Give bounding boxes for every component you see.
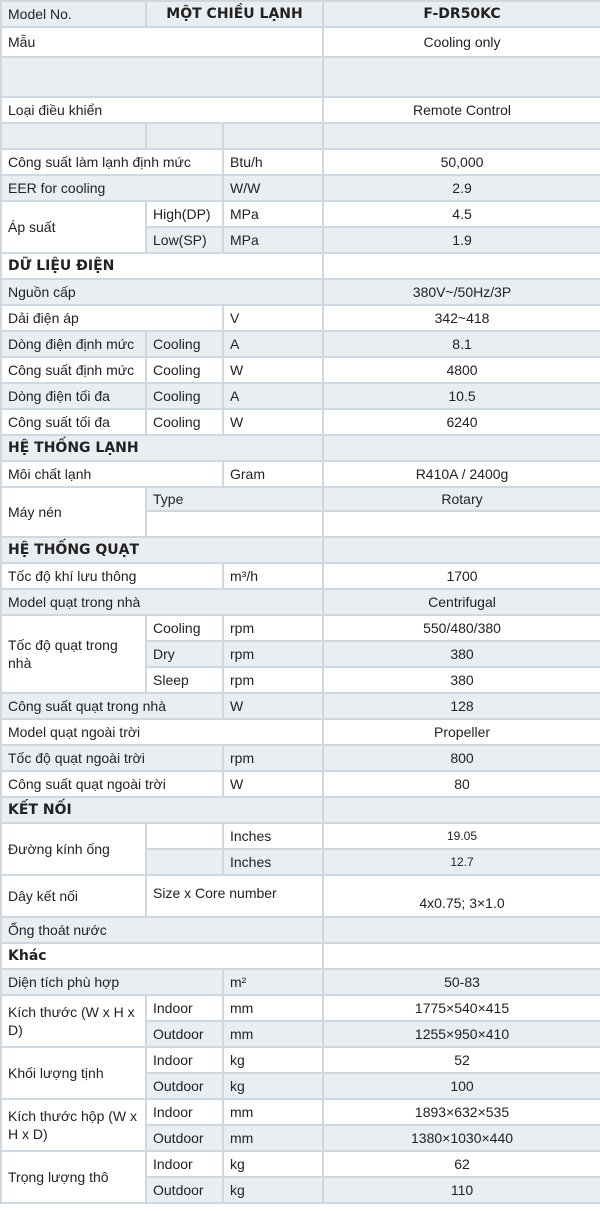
blank-cell <box>146 511 323 537</box>
cong-suat-lanh-unit: Btu/h <box>223 149 323 175</box>
toc-do-quat-trong-unit: rpm <box>223 615 323 641</box>
loai-dieu-khien-label: Loại điều khiển <box>1 97 323 123</box>
dai-dien-ap-unit: V <box>223 305 323 331</box>
cong-suat-dinh-muc-label: Công suất định mức <box>1 357 146 383</box>
cong-suat-lanh-label: Công suất làm lạnh định mức <box>1 149 223 175</box>
duong-kinh-ong-unit: Inches <box>223 849 323 875</box>
dien-tich-label: Diện tích phù hợp <box>1 969 223 995</box>
he-thong-lanh-heading: HỆ THỐNG LẠNH <box>1 435 323 461</box>
trong-luong-tho-unit: kg <box>223 1177 323 1203</box>
duong-kinh-ong-unit: Inches <box>223 823 323 849</box>
section-khac <box>1 943 600 969</box>
row-dong-dien-toi-da <box>1 383 600 409</box>
row-blank-1 <box>1 57 600 97</box>
kich-thuoc-unit: mm <box>223 1021 323 1047</box>
model-quat-trong-value: Centrifugal <box>323 589 600 615</box>
cong-suat-quat-ngoai-label: Công suất quạt ngoài trời <box>1 771 223 797</box>
blank-cell <box>323 435 600 461</box>
dong-dien-dinh-muc-label: Dòng điện định mức <box>1 331 146 357</box>
blank-cell <box>323 917 600 943</box>
kich-thuoc-hop-outdoor: Outdoor <box>146 1125 223 1151</box>
row-model-quat-ngoai <box>1 719 600 745</box>
ap-suat-low-unit: MPa <box>223 227 323 253</box>
row-toc-do-quat-trong-cooling <box>1 615 600 641</box>
toc-do-quat-ngoai-unit: rpm <box>223 745 323 771</box>
trong-luong-tho-outdoor: Outdoor <box>146 1177 223 1203</box>
toc-do-quat-trong-dry-value: 380 <box>323 641 600 667</box>
toc-do-khi-unit: m³/h <box>223 563 323 589</box>
khoi-luong-indoor: Indoor <box>146 1047 223 1073</box>
cong-suat-toi-da-unit: W <box>223 409 323 435</box>
cong-suat-quat-ngoai-value: 80 <box>323 771 600 797</box>
dong-dien-toi-da-value: 10.5 <box>323 383 600 409</box>
dien-tich-unit: m² <box>223 969 323 995</box>
duong-kinh-ong-value-1: 19.05 <box>323 823 600 849</box>
toc-do-quat-trong-dry: Dry <box>146 641 223 667</box>
ap-suat-high-label: High(DP) <box>146 201 223 227</box>
cong-suat-quat-trong-label: Công suất quạt trong nhà <box>1 693 223 719</box>
blank-cell <box>146 123 223 149</box>
row-cong-suat-toi-da <box>1 409 600 435</box>
row-cong-suat-quat-ngoai <box>1 771 600 797</box>
may-nen-value: Rotary <box>323 487 600 511</box>
toc-do-quat-ngoai-label: Tốc độ quạt ngoài trời <box>1 745 223 771</box>
trong-luong-tho-unit: kg <box>223 1151 323 1177</box>
toc-do-quat-trong-unit: rpm <box>223 641 323 667</box>
row-dien-tich <box>1 969 600 995</box>
mode-label: MỘT CHIỀU LẠNH <box>146 1 323 27</box>
row-trong-luong-tho-indoor <box>1 1151 600 1177</box>
trong-luong-tho-outdoor-value: 110 <box>323 1177 600 1203</box>
blank-cell <box>1 123 146 149</box>
toc-do-quat-trong-sleep-value: 380 <box>323 667 600 693</box>
toc-do-quat-trong-unit: rpm <box>223 667 323 693</box>
blank-cell <box>323 511 600 537</box>
day-ket-noi-value: 4x0.75; 3×1.0 <box>323 875 600 917</box>
row-cong-suat-dinh-muc <box>1 357 600 383</box>
toc-do-quat-trong-cooling: Cooling <box>146 615 223 641</box>
khoi-luong-indoor-value: 52 <box>323 1047 600 1073</box>
kich-thuoc-hop-unit: mm <box>223 1125 323 1151</box>
ap-suat-high-unit: MPa <box>223 201 323 227</box>
row-day-ket-noi <box>1 875 600 917</box>
model-no-label: Model No. <box>1 1 146 27</box>
row-cong-suat-lanh <box>1 149 600 175</box>
row-toc-do-khi <box>1 563 600 589</box>
khoi-luong-outdoor: Outdoor <box>146 1073 223 1099</box>
row-may-nen-type <box>1 487 600 511</box>
eer-unit: W/W <box>223 175 323 201</box>
row-eer <box>1 175 600 201</box>
day-ket-noi-type: Size x Core number <box>146 875 323 917</box>
may-nen-type: Type <box>146 487 323 511</box>
eer-value: 2.9 <box>323 175 600 201</box>
row-model-quat-trong <box>1 589 600 615</box>
model-quat-ngoai-label: Model quạt ngoài trời <box>1 719 323 745</box>
blank-cell <box>323 537 600 563</box>
row-kich-thuoc-indoor <box>1 995 600 1021</box>
row-ap-suat-high <box>1 201 600 227</box>
model-quat-ngoai-value: Propeller <box>323 719 600 745</box>
blank-cell <box>146 823 223 849</box>
day-ket-noi-label: Dây kết nối <box>1 875 146 917</box>
kich-thuoc-hop-outdoor-value: 1380×1030×440 <box>323 1125 600 1151</box>
khoi-luong-outdoor-value: 100 <box>323 1073 600 1099</box>
mau-label: Mẫu <box>1 27 323 57</box>
dong-dien-toi-da-unit: A <box>223 383 323 409</box>
kich-thuoc-label: Kích thước (W x H x D) <box>1 995 146 1047</box>
row-mau <box>1 27 600 57</box>
row-dong-dien-dinh-muc <box>1 331 600 357</box>
moi-chat-lanh-value: R410A / 2400g <box>323 461 600 487</box>
cong-suat-dinh-muc-value: 4800 <box>323 357 600 383</box>
toc-do-quat-trong-sleep: Sleep <box>146 667 223 693</box>
khac-heading: Khác <box>1 943 323 969</box>
row-ong-thoat-nuoc <box>1 917 600 943</box>
row-nguon-cap <box>1 279 600 305</box>
kich-thuoc-outdoor-value: 1255×950×410 <box>323 1021 600 1047</box>
kich-thuoc-unit: mm <box>223 995 323 1021</box>
row-moi-chat-lanh <box>1 461 600 487</box>
toc-do-quat-trong-cooling-value: 550/480/380 <box>323 615 600 641</box>
moi-chat-lanh-label: Môi chất lạnh <box>1 461 223 487</box>
blank-cell <box>1 57 323 97</box>
may-nen-label: Máy nén <box>1 487 146 537</box>
khoi-luong-unit: kg <box>223 1047 323 1073</box>
he-thong-quat-heading: HỆ THỐNG QUẠT <box>1 537 323 563</box>
trong-luong-tho-label: Trọng lượng thô <box>1 1151 146 1203</box>
section-he-thong-quat <box>1 537 600 563</box>
ap-suat-low-value: 1.9 <box>323 227 600 253</box>
khoi-luong-unit: kg <box>223 1073 323 1099</box>
dong-dien-dinh-muc-mode: Cooling <box>146 331 223 357</box>
row-toc-do-quat-ngoai <box>1 745 600 771</box>
blank-cell <box>146 849 223 875</box>
toc-do-khi-label: Tốc độ khí lưu thông <box>1 563 223 589</box>
cong-suat-quat-trong-value: 128 <box>323 693 600 719</box>
kich-thuoc-outdoor: Outdoor <box>146 1021 223 1047</box>
dong-dien-toi-da-label: Dòng điện tối đa <box>1 383 146 409</box>
kich-thuoc-hop-unit: mm <box>223 1099 323 1125</box>
model-code: F-DR50KC <box>323 1 600 27</box>
mau-value: Cooling only <box>323 27 600 57</box>
trong-luong-tho-indoor: Indoor <box>146 1151 223 1177</box>
kich-thuoc-indoor-value: 1775×540×415 <box>323 995 600 1021</box>
row-kich-thuoc-hop-indoor <box>1 1099 600 1125</box>
dong-dien-toi-da-mode: Cooling <box>146 383 223 409</box>
trong-luong-tho-indoor-value: 62 <box>323 1151 600 1177</box>
dai-dien-ap-value: 342~418 <box>323 305 600 331</box>
row-dai-dien-ap <box>1 305 600 331</box>
row-duong-kinh-ong-1 <box>1 823 600 849</box>
duong-kinh-ong-label: Đường kính ống <box>1 823 146 875</box>
cong-suat-dinh-muc-mode: Cooling <box>146 357 223 383</box>
blank-cell <box>323 123 600 149</box>
ap-suat-label: Áp suất <box>1 201 146 253</box>
row-khoi-luong-indoor <box>1 1047 600 1073</box>
row-blank-2 <box>1 123 600 149</box>
cong-suat-toi-da-mode: Cooling <box>146 409 223 435</box>
duong-kinh-ong-value-2: 12.7 <box>323 849 600 875</box>
row-loai-dieu-khien <box>1 97 600 123</box>
blank-cell <box>323 943 600 969</box>
kich-thuoc-hop-label: Kích thước hộp (W x H x D) <box>1 1099 146 1151</box>
dong-dien-dinh-muc-value: 8.1 <box>323 331 600 357</box>
du-lieu-dien-heading: DỮ LIỆU ĐIỆN <box>1 253 323 279</box>
ap-suat-high-value: 4.5 <box>323 201 600 227</box>
dai-dien-ap-label: Dải điện áp <box>1 305 223 331</box>
loai-dieu-khien-value: Remote Control <box>323 97 600 123</box>
nguon-cap-label: Nguồn cấp <box>1 279 323 305</box>
kich-thuoc-hop-indoor-value: 1893×632×535 <box>323 1099 600 1125</box>
eer-label: EER for cooling <box>1 175 223 201</box>
cong-suat-dinh-muc-unit: W <box>223 357 323 383</box>
blank-cell <box>223 123 323 149</box>
blank-cell <box>323 797 600 823</box>
dong-dien-dinh-muc-unit: A <box>223 331 323 357</box>
toc-do-quat-ngoai-value: 800 <box>323 745 600 771</box>
cong-suat-quat-trong-unit: W <box>223 693 323 719</box>
kich-thuoc-indoor: Indoor <box>146 995 223 1021</box>
cong-suat-lanh-value: 50,000 <box>323 149 600 175</box>
blank-cell <box>323 253 600 279</box>
nguon-cap-value: 380V~/50Hz/3P <box>323 279 600 305</box>
row-cong-suat-quat-trong <box>1 693 600 719</box>
khoi-luong-label: Khối lượng tịnh <box>1 1047 146 1099</box>
header-row <box>1 1 600 27</box>
toc-do-khi-value: 1700 <box>323 563 600 589</box>
cong-suat-toi-da-value: 6240 <box>323 409 600 435</box>
ong-thoat-nuoc-label: Ống thoát nước <box>1 917 323 943</box>
ap-suat-low-label: Low(SP) <box>146 227 223 253</box>
section-ket-noi <box>1 797 600 823</box>
model-quat-trong-label: Model quạt trong nhà <box>1 589 323 615</box>
toc-do-quat-trong-label: Tốc độ quạt trong nhà <box>1 615 146 693</box>
blank-cell <box>323 57 600 97</box>
kich-thuoc-hop-indoor: Indoor <box>146 1099 223 1125</box>
cong-suat-toi-da-label: Công suất tối đa <box>1 409 146 435</box>
dien-tich-value: 50-83 <box>323 969 600 995</box>
moi-chat-lanh-unit: Gram <box>223 461 323 487</box>
section-he-thong-lanh <box>1 435 600 461</box>
section-du-lieu-dien <box>1 253 600 279</box>
ket-noi-heading: KẾT NỐI <box>1 797 323 823</box>
cong-suat-quat-ngoai-unit: W <box>223 771 323 797</box>
